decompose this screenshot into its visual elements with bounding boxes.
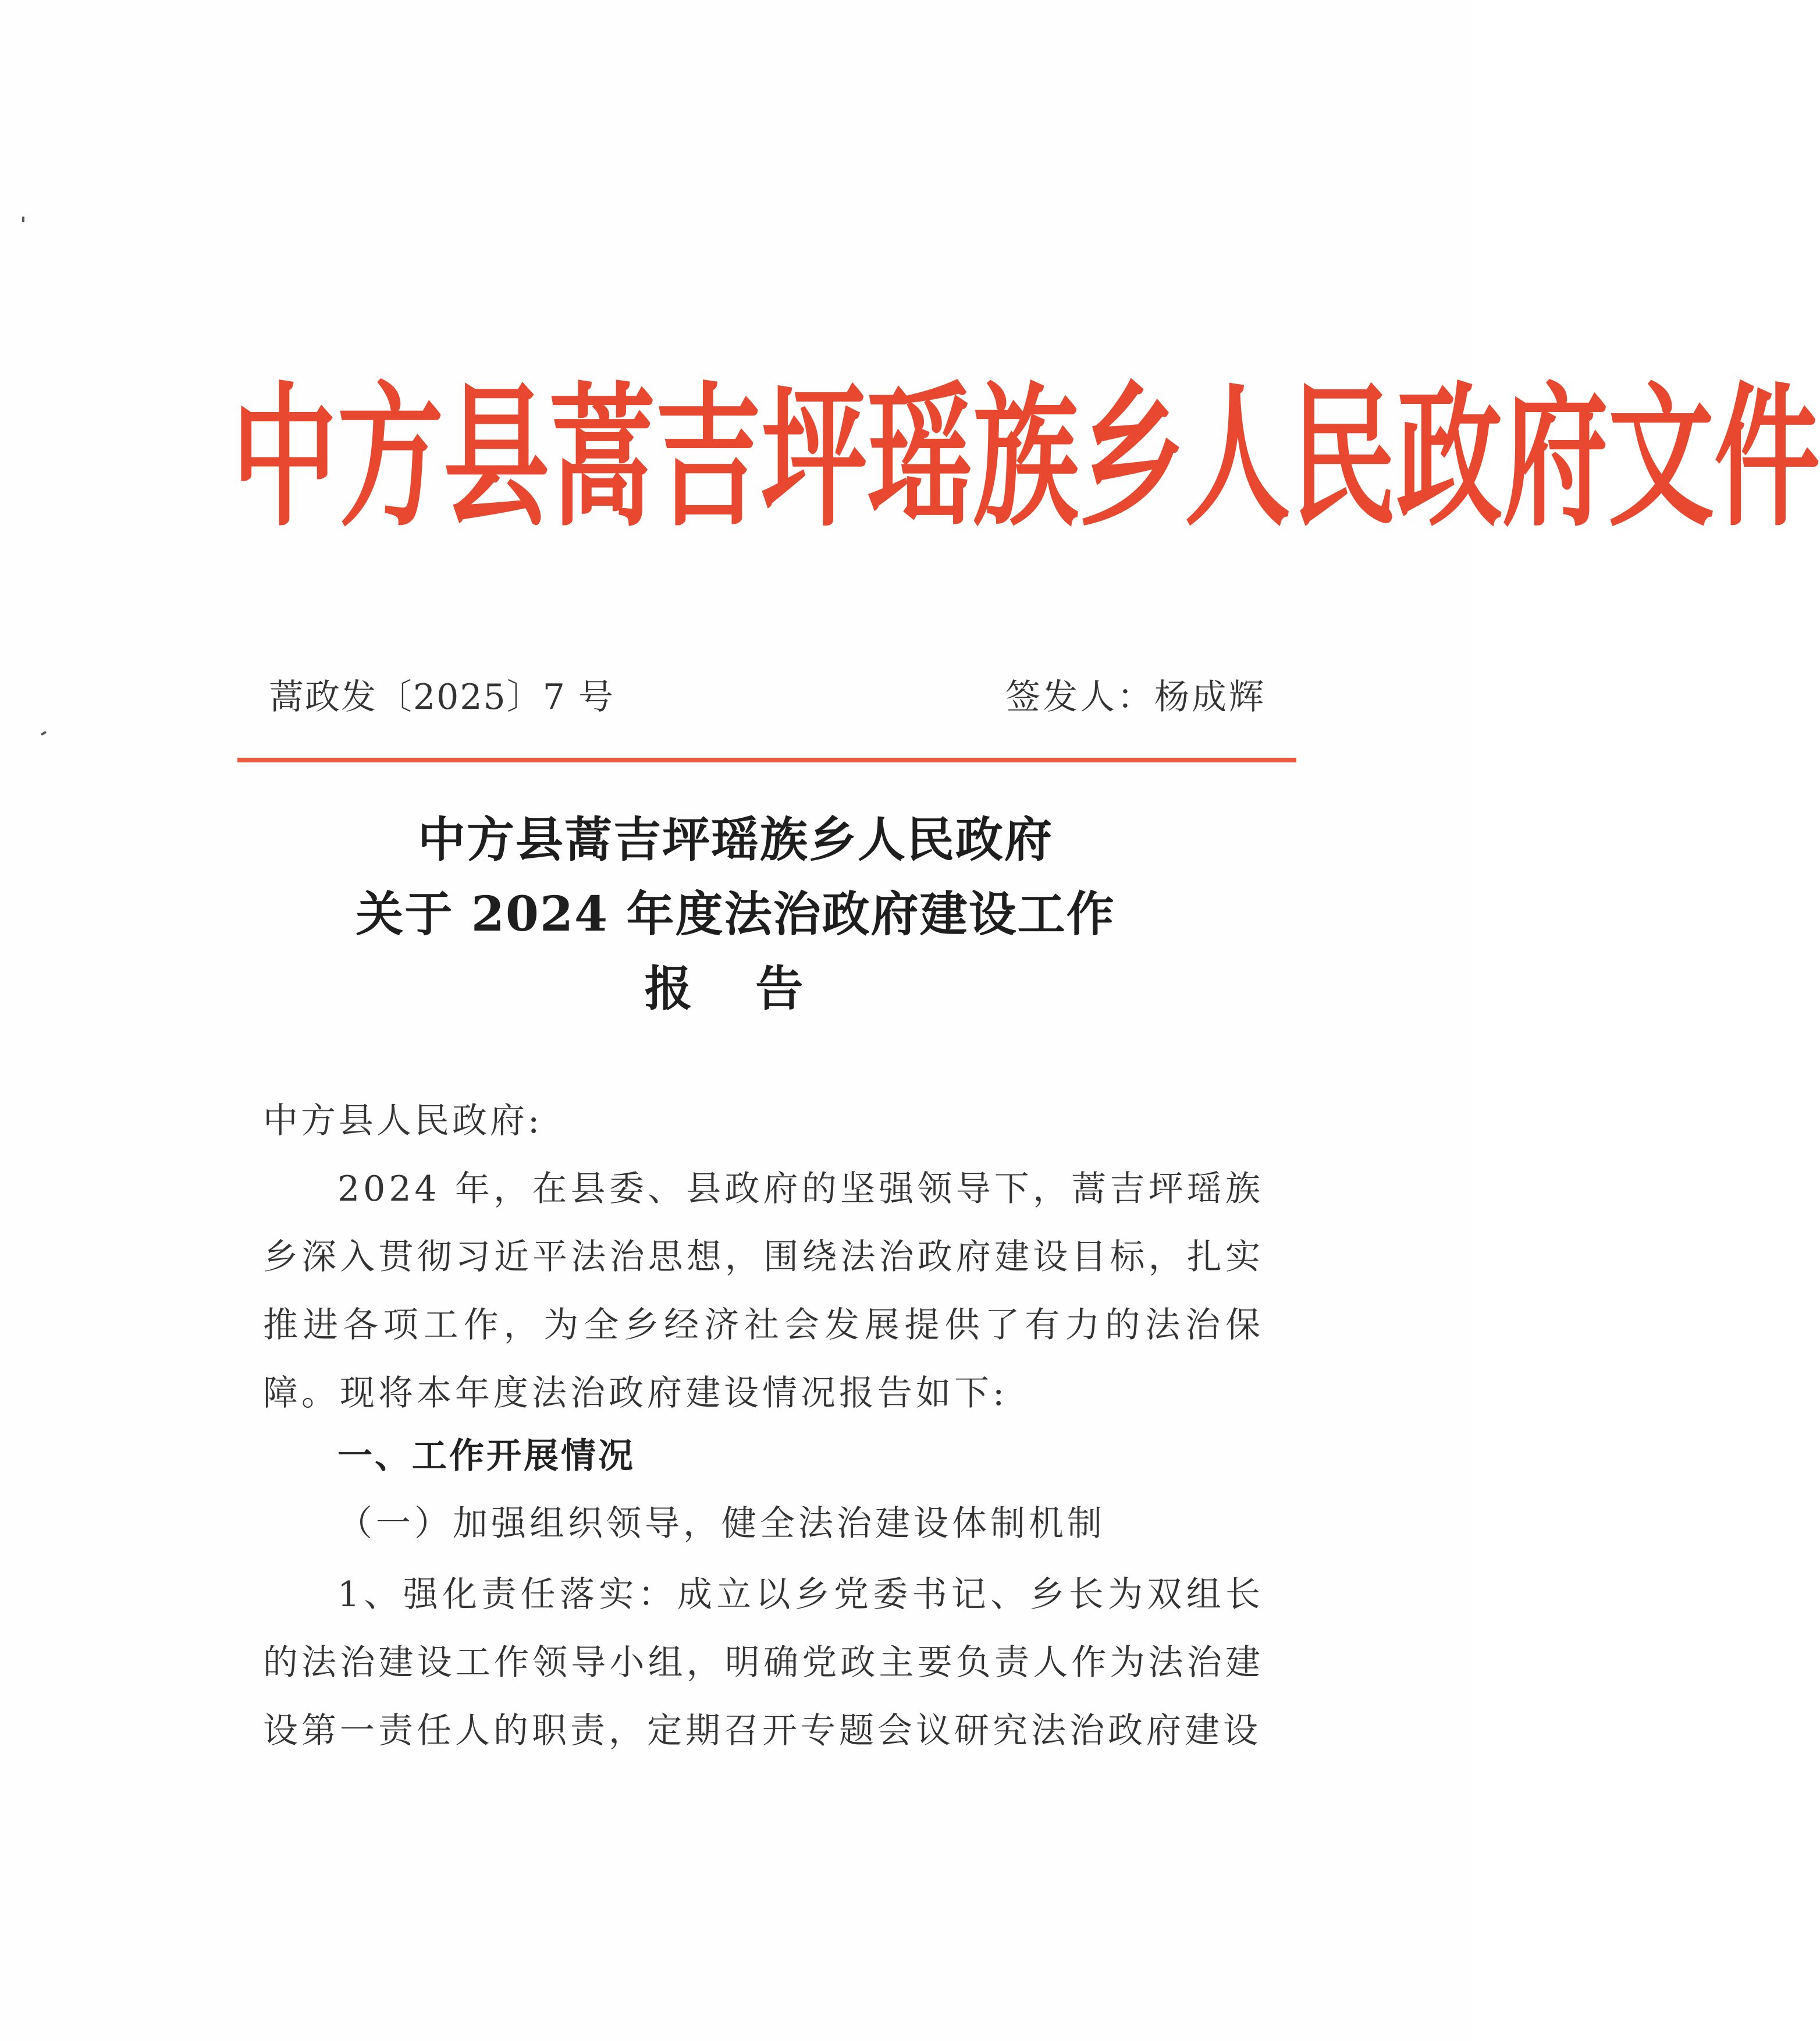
masthead-char: 府 <box>1502 366 1608 548</box>
document-number: 蒿政发〔2025〕7 号 <box>269 677 614 718</box>
masthead-char: 方 <box>337 366 443 548</box>
masthead-char: 瑶 <box>867 366 973 548</box>
red-divider-line <box>237 758 1296 762</box>
subsection-heading: （一）加强组织领导，健全法治建设体制机制 <box>337 1503 1105 1544</box>
salutation: 中方县人民政府: <box>263 1101 543 1141</box>
masthead-char: 件 <box>1714 366 1820 548</box>
masthead-char: 民 <box>1291 366 1396 548</box>
masthead-char: 中 <box>232 366 337 548</box>
masthead-char: 吉 <box>655 366 761 548</box>
report-title-line-2: 关于 2024 年度法治政府建设工作 <box>356 886 1115 942</box>
masthead-char: 县 <box>443 366 549 548</box>
masthead-char: 乡 <box>1079 366 1185 548</box>
report-title-line-3: 报 告 <box>644 961 827 1017</box>
scan-speck <box>22 216 24 222</box>
masthead-title <box>232 366 1820 548</box>
body-paragraph: 1、强化责任落实：成立以乡党委书记、乡长为双组长的法治建设工作领导小组，明确党政主要负责人作为法治建设第一责任人的职责，定期召开专题会议研究法治政府建设 <box>263 1574 1264 1751</box>
masthead-char: 文 <box>1608 366 1714 548</box>
masthead-char: 蒿 <box>549 366 655 548</box>
section-heading: 一、工作开展情况 <box>337 1436 635 1476</box>
scan-speck <box>41 731 47 736</box>
signer: 签发人：杨成辉 <box>1005 677 1266 718</box>
masthead-char: 坪 <box>761 366 867 548</box>
masthead-char: 族 <box>973 366 1079 548</box>
masthead-char: 政 <box>1396 366 1502 548</box>
report-title-line-1: 中方县蒿吉坪瑶族乡人民政府 <box>417 812 1053 868</box>
intro-paragraph: 2024 年，在县委、县政府的坚强领导下，蒿吉坪瑶族乡深入贯彻习近平法治思想，围绕法治政府建设目标，扎实推进各项工作，为全乡经济社会发展提供了有力的法治保障。现将本年度法治政府建设情况报告如下: <box>263 1169 1264 1414</box>
masthead-char: 人 <box>1185 366 1291 548</box>
